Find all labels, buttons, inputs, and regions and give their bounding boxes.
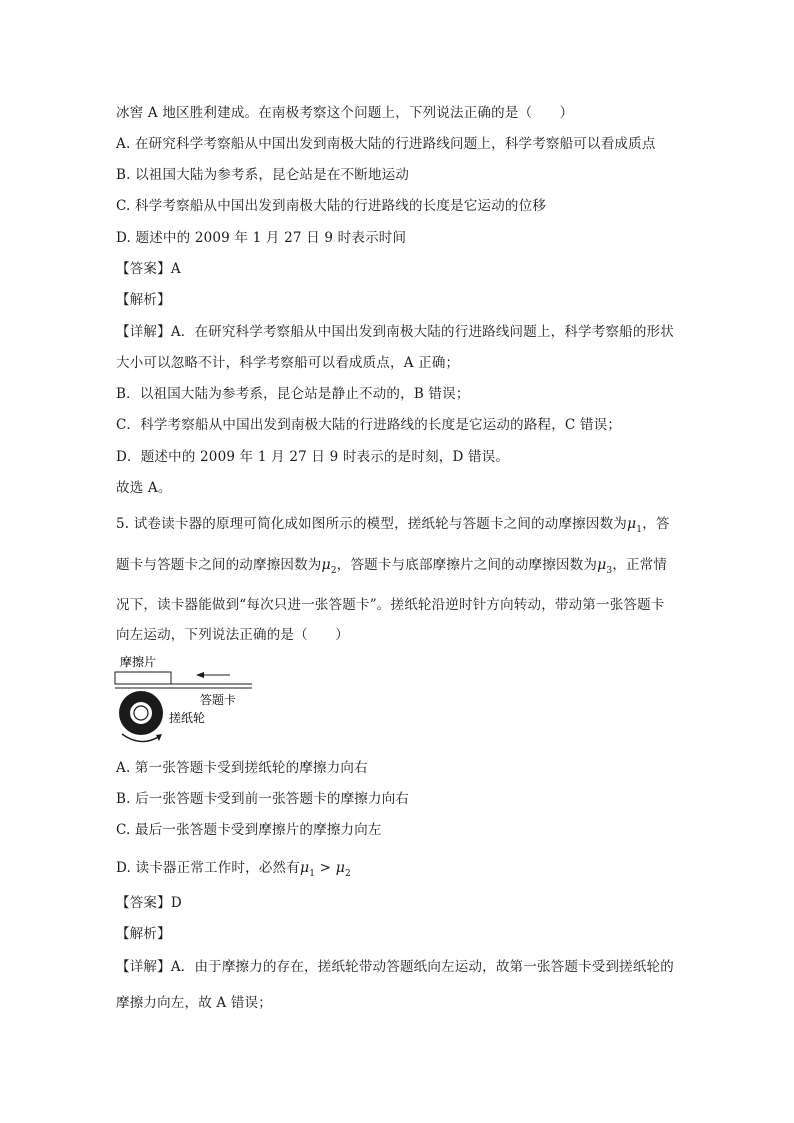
q4-option-c: C. 科学考察船从中国出发到南极大陆的行进路线的长度是它运动的位移 (116, 198, 547, 214)
detail-text: A．由于摩擦力的存在，搓纸轮带动答题纸向左运动，故第一张答题卡受到搓纸轮的 (170, 959, 674, 975)
greater-than: > (315, 860, 336, 876)
q4-answer (116, 260, 181, 278)
mu-2: $\mu_2$ (321, 557, 337, 576)
q4-stem: 冰窖 A 地区胜利建成。在南极考察这个问题上，下列说法正确的是（ ） (116, 105, 574, 121)
q5-detail-1 (116, 958, 674, 976)
q5-analysis-tag: 【解析】 (116, 926, 171, 942)
q5-stem-text: 题卡与答题卡之间的动摩擦因数为 (116, 557, 322, 573)
detail-tag: 【详解】 (116, 324, 171, 340)
q5-stem-text: ，答题卡与底部摩擦片之间的动摩擦因数为 (336, 557, 598, 573)
q5-stem-text: 5. 试卷读卡器的原理可简化成如图所示的模型，搓纸轮与答题卡之间的动摩擦因数为 (116, 516, 627, 532)
q4-detail-2: 大小可以忽略不计，科学考察船可以看成质点，A 正确； (116, 355, 460, 371)
roller-icon (119, 691, 163, 735)
card-label: 答题卡 (200, 693, 237, 707)
q4-option-a: A. 在研究科学考察船从中国出发到南极大陆的行进路线问题上，科学考察船可以看成质点 (116, 136, 656, 152)
mu-1: $\mu_1$ (299, 860, 316, 879)
mu-1: $\mu_1$ (626, 516, 643, 535)
q4-option-b: B. 以祖国大陆为参考系，昆仑站是在不断地运动 (116, 167, 410, 183)
q5-stem-text: ，正常情 (612, 557, 668, 573)
q4-option-d: D. 题述中的 2009 年 1 月 27 日 9 时表示时间 (116, 230, 407, 246)
q5-stem-line-1 (116, 515, 670, 539)
q4-analysis-tag: 【解析】 (116, 292, 171, 308)
friction-pad (115, 672, 171, 684)
q4-detail-1 (116, 323, 674, 341)
q5-stem-line-4: 向左运动，下列说法正确的是（ ） (116, 627, 349, 643)
q5-stem-line-2 (116, 556, 667, 580)
option-d-text: D. 读卡器正常工作时，必然有 (116, 860, 300, 876)
mu-3: $\mu_3$ (597, 557, 613, 576)
counterclockwise-arrow-icon (122, 734, 162, 742)
answer-value: A (170, 261, 181, 277)
q5-option-d (116, 859, 351, 883)
q5-detail-2: 摩擦力向左，故 A 错误； (116, 995, 272, 1011)
q5-answer (116, 894, 182, 912)
q5-stem-line-3: 况下，读卡器能做到“每次只进一张答题卡”。搓纸轮沿逆时针方向转动，带动第一张答题卡 (116, 597, 665, 613)
card-reader-figure (112, 652, 272, 752)
q4-conclusion: 故选 A。 (116, 480, 172, 496)
q5-option-a: A. 第一张答题卡受到搓纸轮的摩擦力向右 (116, 760, 368, 776)
q4-detail-3: B．以祖国大陆为参考系，昆仑站是静止不动的，B 错误； (116, 386, 470, 402)
q5-option-c: C. 最后一张答题卡受到摩擦片的摩擦力向左 (116, 822, 382, 838)
q5-option-b: B. 后一张答题卡受到前一张答题卡的摩擦力向右 (116, 791, 410, 807)
answer-tag: 【答案】 (116, 261, 171, 277)
q4-detail-4: C．科学考察船从中国出发到南极大陆的行进路线的长度是它运动的路程，C 错误； (116, 417, 622, 433)
roller-label: 搓纸轮 (169, 711, 206, 725)
detail-tag: 【详解】 (116, 959, 171, 975)
answer-tag: 【答案】 (116, 895, 171, 911)
q4-detail-5: D．题述中的 2009 年 1 月 27 日 9 时表示的是时刻，D 错误。 (116, 449, 510, 465)
q5-stem-text: ，答 (642, 516, 670, 532)
answer-value: D (170, 895, 182, 911)
mu-2: $\mu_2$ (335, 860, 351, 879)
friction-pad-label: 摩擦片 (120, 655, 157, 669)
detail-text: A．在研究科学考察船从中国出发到南极大陆的行进路线问题上，科学考察船的形状 (170, 324, 674, 340)
left-arrow-icon (196, 672, 230, 678)
